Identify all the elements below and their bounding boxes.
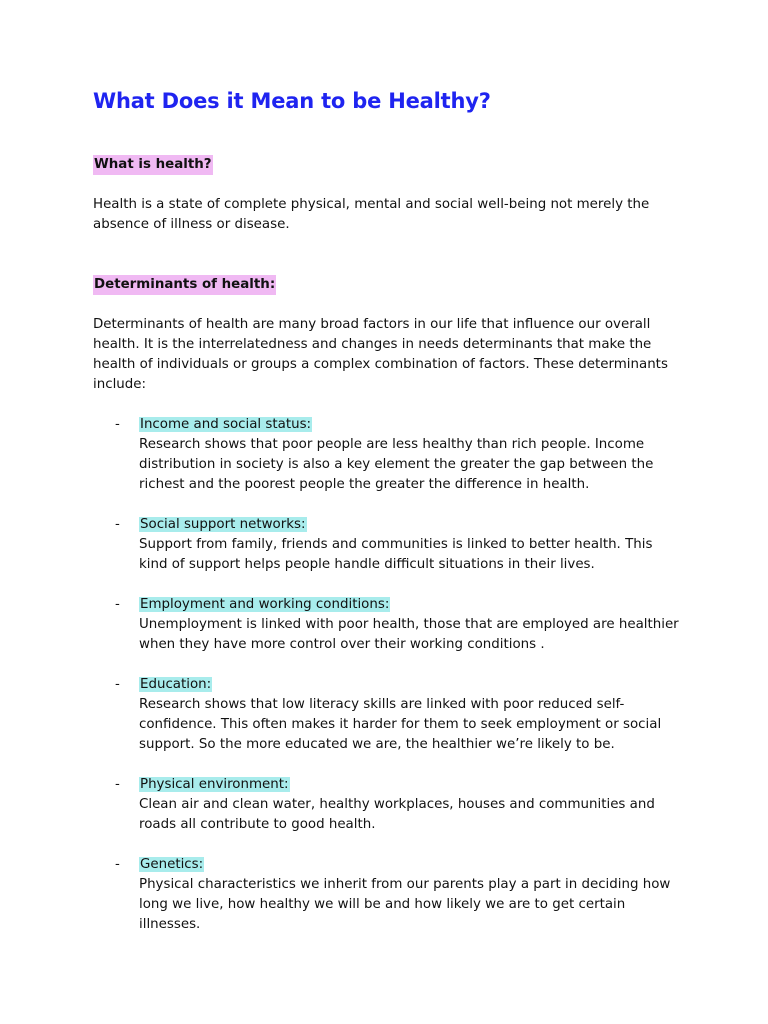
item-title: Education: [140,677,212,692]
list-item [93,515,683,575]
item-body: Unemployment is linked with poor health, those that are employed are healthier when they have more control over their working conditions . [139,617,679,652]
dash-bullet: - [115,677,120,692]
list-item [93,415,683,495]
determinants-list [93,415,683,935]
section-body-determinants-intro: Determinants of health are many broad factors in our life that influence our overall health. It is the interrelatedness and changes in needs determinants that make the health of individuals or groups a complex combination of factors. These determinants include: [93,317,668,392]
dash-bullet: - [115,857,120,872]
item-body: Physical characteristics we inherit from our parents play a part in deciding how long we live, how healthy we will be and how likely we are to get certain illnesses. [139,877,671,932]
list-item [93,855,683,935]
item-body: Clean air and clean water, healthy workplaces, houses and communities and roads all contribute to good health. [139,797,655,832]
item-title: Physical environment: [140,777,289,792]
dash-bullet: - [115,777,120,792]
dash-bullet: - [115,417,120,432]
list-item [93,775,683,835]
section-heading-determinants: Determinants of health: [93,275,276,295]
page-title: What Does it Mean to be Healthy? [93,89,491,113]
section-body-health-definition: Health is a state of complete physical, mental and social well-being not merely the absence of illness or disease. [93,197,650,232]
item-body: Research shows that poor people are less healthy than rich people. Income distribution in society is also a key element the greater the gap between the richest and the poorest people the greater the difference in health. [139,437,654,492]
item-title: Employment and working conditions: [140,597,390,612]
section-heading-what-is-health: What is health? [93,155,213,175]
item-title: Genetics: [140,857,204,872]
item-title: Social support networks: [140,517,306,532]
list-item [93,595,683,655]
dash-bullet: - [115,517,120,532]
item-body: Research shows that low literacy skills are linked with poor reduced self-confidence. This often makes it harder for them to seek employment or social support. So the more educated we are, the healthier we’re likely to be. [139,697,662,752]
list-item [93,675,683,755]
document-page [93,87,683,955]
dash-bullet: - [115,597,120,612]
item-title: Income and social status: [140,417,312,432]
item-body: Support from family, friends and communities is linked to better health. This kind of support helps people handle difficult situations in their lives. [139,537,653,572]
